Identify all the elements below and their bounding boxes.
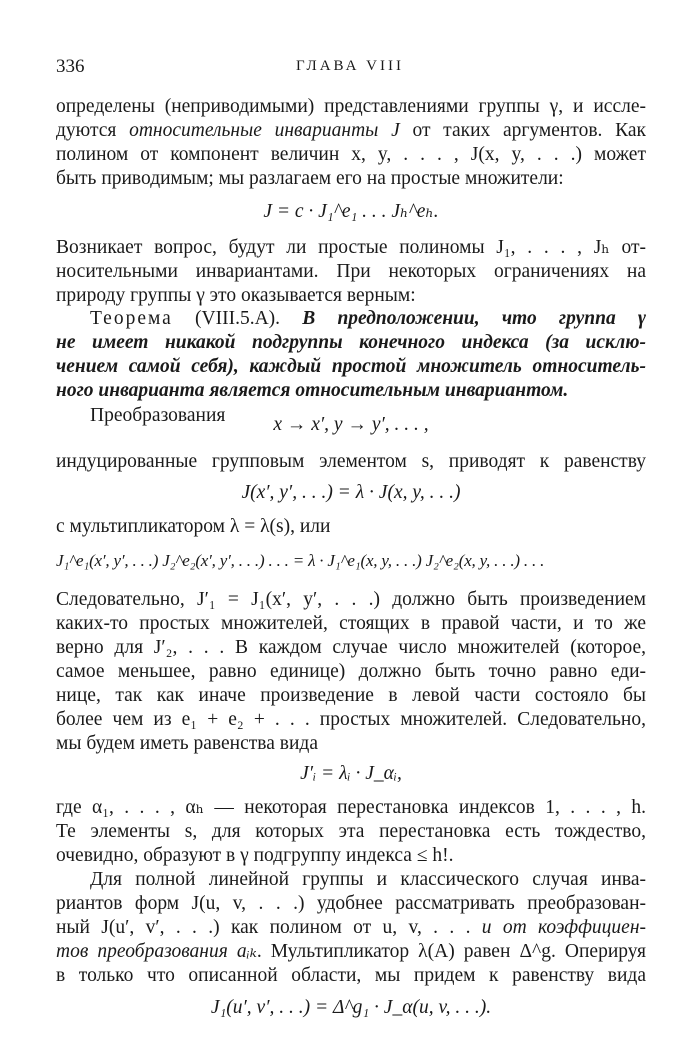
text-line: нице, так как иначе произведение в левой части состояло бы: [56, 685, 646, 706]
formula: J₁(u′, v′, . . .) = Δ^g₁ · J_α(u, v, . . .).: [210, 997, 492, 1018]
theorem-line: не имеет никакой подгруппы конечного индекса (за исклю-: [56, 332, 646, 353]
theorem-line: [56, 307, 646, 331]
text-line: быть приводимым; мы разлагаем его на простые множители:: [56, 168, 564, 189]
text-line: [56, 916, 646, 940]
text-line: риантов форм J(u, v, . . .) удобнее рассматривать преобразован-: [56, 893, 646, 914]
text-line: полином от компонент величин x, y, . . . , J(x, y, . . .) может: [56, 144, 646, 165]
running-header: [56, 56, 644, 80]
text-run: ный J(u′, v′, . . .) как полином от u, v, . . .: [56, 917, 482, 938]
formula: J₁^e₁(x′, y′, . . .) J₂^e₂(x′, y′, . . .) . . . = λ · J₁^e₁(x, y, . . .) J₂^e₂(x, y, . . .) . . .: [56, 551, 545, 570]
text-line: [56, 119, 646, 143]
text-line: Для полной линейной группы и классического случая инва-: [90, 869, 646, 890]
theorem-number: (VIII.5.A).: [172, 308, 303, 329]
formula: x → x′, y → y′, . . . ,: [273, 414, 429, 435]
term-italic: относительные инварианты J: [129, 120, 400, 141]
text-line: каких-то простых множителей, стоящих в правой части, и то же: [56, 613, 646, 634]
text-line: верно для J′₂, . . . В каждом случае число множителей (которое,: [56, 637, 646, 658]
text-line: самое меньшее, равно единице) должно быть точно равно еди-: [56, 661, 646, 682]
theorem-line: чением самой себя), каждый простой множитель относитель-: [56, 356, 646, 377]
formula: J = c · J₁^e₁ . . . Jₕ^eₕ.: [263, 201, 439, 222]
text-line: индуцированные групповым элементом s, приводят к равенству: [56, 451, 646, 472]
text-run: дуются: [56, 120, 130, 141]
text-line: Преобразования: [90, 405, 226, 426]
formula: J(x′, y′, . . .) = λ · J(x, y, . . .): [241, 482, 461, 503]
chapter-title: ГЛАВА VIII: [295, 58, 404, 74]
text-line: [56, 940, 646, 964]
text-run-italic: и от коэффициен-: [481, 917, 646, 938]
text-line: Возникает вопрос, будут ли простые полиномы J₁, . . . , Jₕ от-: [56, 237, 646, 258]
formula: J′ᵢ = λᵢ · J_αᵢ,: [300, 763, 402, 784]
text-line: Те элементы s, для которых эта перестановка есть тождество,: [56, 821, 646, 842]
text-line: с мультипликатором λ = λ(s), или: [56, 516, 331, 537]
theorem-line: ного инварианта является относительным инвариантом.: [56, 380, 569, 401]
text-line: в только что описанной области, мы придем к равенству вида: [56, 965, 646, 986]
theorem-label: Теорема: [90, 308, 173, 329]
text-line: носительными инвариантами. При некоторых ограничениях на: [56, 261, 646, 282]
text-run-italic: тов преобразования aᵢₖ: [56, 941, 257, 962]
text-line: Следовательно, J′₁ = J₁(x′, y′, . . .) должно быть произведением: [56, 589, 646, 610]
text-line: очевидно, образуют в γ подгруппу индекса ≤ h!.: [56, 845, 454, 866]
text-line: мы будем иметь равенства вида: [56, 733, 318, 754]
text-run: . Мультипликатор λ(A) равен Δ^g. Оперируя: [256, 941, 646, 962]
page-number: 336: [56, 56, 85, 77]
theorem-text: В предположении, что группа γ: [302, 308, 646, 329]
text-line: более чем из e₁ + e₂ + . . . простых множителей. Следовательно,: [56, 709, 646, 730]
text-run: от таких аргументов. Как: [399, 120, 646, 141]
text-line: определены (неприводимыми) представлениями группы γ, и иссле-: [56, 96, 646, 117]
text-line: природу группы γ это оказывается верным:: [56, 285, 416, 306]
text-line: где α₁, . . . , αₕ — некоторая перестановка индексов 1, . . . , h.: [56, 797, 646, 818]
